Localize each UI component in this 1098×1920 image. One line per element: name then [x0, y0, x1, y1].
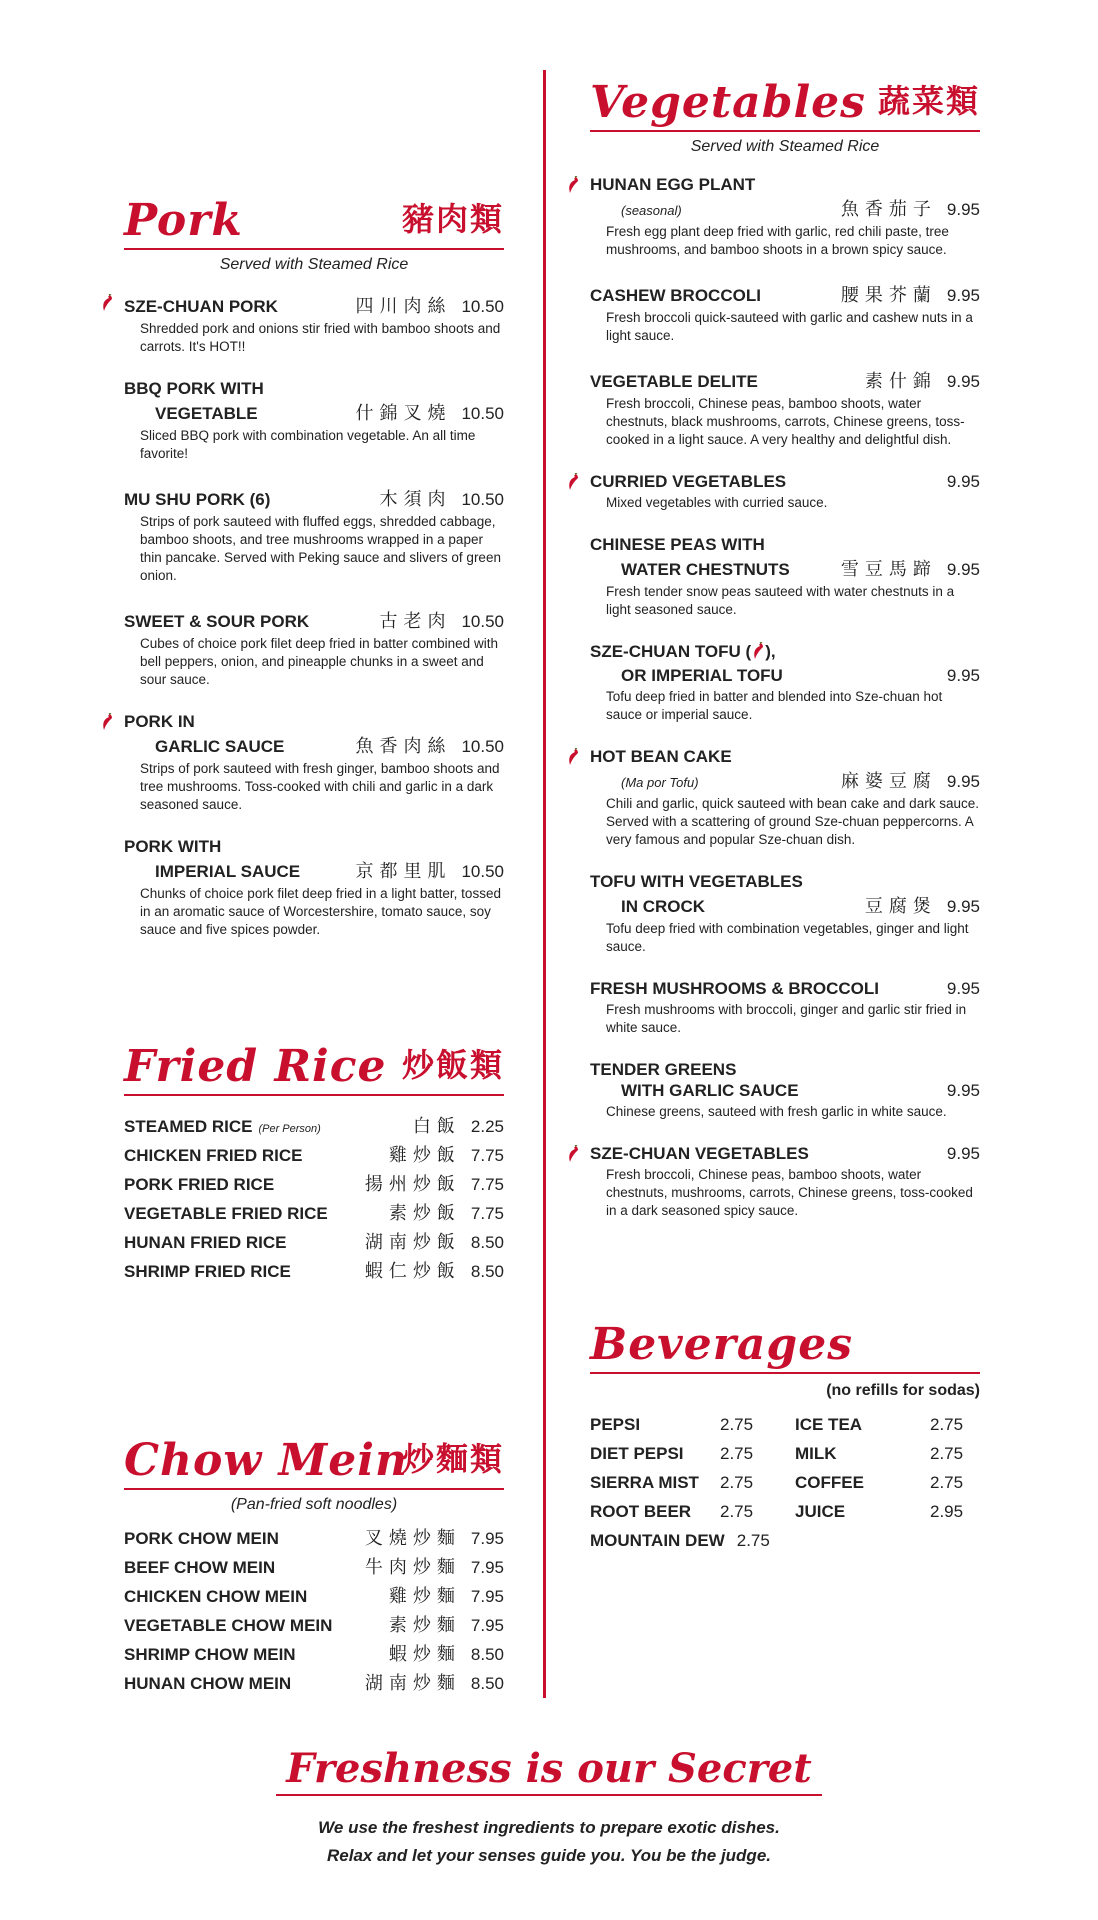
item-price: 8.50: [470, 1674, 504, 1693]
item-name-row: [590, 174, 980, 195]
item-description: Fresh broccoli, Chinese peas, bamboo shoots, water chestnuts, black mushrooms, carrots, Chinese greens, toss-cooked in a light sauce. A very healthy and delightful dish.: [606, 396, 965, 447]
item-name: SZE-CHUAN TOFU (: [590, 642, 752, 661]
fried-rice-item: [124, 1170, 504, 1199]
pork-item: [124, 711, 504, 814]
item-chinese-name: 雞炒飯: [388, 1145, 461, 1166]
item-name-row: [590, 746, 980, 767]
item-name-wrap: [590, 534, 765, 555]
item-name-row: [124, 836, 504, 857]
item-price: 10.50: [461, 404, 504, 423]
pork-item-list: [124, 292, 504, 939]
item-chinese-name: 湖南炒麵: [364, 1673, 461, 1694]
beverage-item: [590, 1443, 795, 1472]
item-name-line-2: IMPERIAL SAUCE: [155, 862, 301, 881]
vegetable-item: [590, 1143, 980, 1220]
item-name: PORK IN: [124, 712, 195, 731]
item-name-wrap: [590, 1143, 809, 1164]
item-name-row-2: [124, 857, 504, 883]
item-name: HUNAN EGG PLANT: [590, 175, 756, 194]
beverage-price: 2.75: [930, 1473, 964, 1492]
beverages-title-script: Beverages: [590, 1319, 853, 1370]
item-name: HUNAN FRIED RICE: [124, 1233, 287, 1252]
beverage-item: [795, 1472, 980, 1501]
item-price: 10.50: [461, 737, 504, 756]
item-price: 10.50: [461, 612, 504, 631]
item-price: 9.95: [946, 772, 980, 791]
fried-rice-title-cjk: 炒飯類: [401, 1046, 504, 1084]
item-name-wrap: [124, 1145, 303, 1166]
item-description: Shredded pork and onions stir fried with bamboo shoots and carrots. It's HOT!!: [140, 321, 501, 354]
item-name-row: [124, 378, 504, 399]
item-name-wrap: [590, 746, 732, 767]
item-note-row: [590, 767, 980, 793]
item-price: 7.75: [470, 1175, 504, 1194]
chow-mein-subtitle: (Pan-fried soft noodles): [230, 1496, 398, 1513]
beverage-name: SIERRA MIST: [590, 1473, 699, 1492]
beverage-name: ROOT BEER: [590, 1502, 692, 1521]
item-name: CHICKEN CHOW MEIN: [124, 1587, 308, 1606]
pork-subtitle: Served with Steamed Rice: [219, 256, 409, 273]
beverage-price: 2.75: [720, 1444, 754, 1463]
item-price-box: [841, 195, 980, 221]
beverage-item: [795, 1501, 980, 1530]
item-description: Strips of pork sauteed with fresh ginger, bamboo shoots and tree mushrooms. Toss-cooked with chili and garlic in a dark seasoned sauce.: [140, 761, 500, 812]
item-name-wrap: [124, 611, 309, 632]
item-price-box: [937, 1144, 980, 1164]
item-name-wrap: [124, 1203, 328, 1224]
item-description: Fresh broccoli, Chinese peas, bamboo shoots, water chestnuts, mushrooms, carrots, Chinese greens, toss-cooked in a dark seasoned spicy sauce.: [606, 1167, 973, 1218]
item-name-row: [590, 641, 980, 665]
item-price: 8.50: [470, 1233, 504, 1252]
beverage-price: 2.95: [930, 1502, 964, 1521]
item-name-row: [124, 485, 504, 511]
chow-mein-item: [124, 1669, 504, 1698]
vegetables-title-script: Vegetables: [590, 77, 866, 128]
item-price: 8.50: [470, 1645, 504, 1664]
item-name-row: [590, 871, 980, 892]
item-name-row: [124, 292, 504, 318]
chow-mein-item: [124, 1640, 504, 1669]
item-price-box: [841, 767, 980, 793]
item-chinese-name: 素炒麵: [388, 1615, 461, 1636]
item-name-row: [590, 471, 980, 492]
beverage-item: [590, 1472, 795, 1501]
fried-rice-item: [124, 1141, 504, 1170]
item-name: PORK WITH: [124, 837, 222, 856]
fried-rice-section: [124, 1032, 504, 1286]
item-name-row-2: [124, 399, 504, 425]
item-chinese-name: 雞炒麵: [388, 1586, 461, 1607]
beverage-name: JUICE: [795, 1502, 846, 1521]
item-name: VEGETABLE FRIED RICE: [124, 1204, 328, 1223]
item-price-box: [355, 857, 504, 883]
item-price-box: [365, 1170, 504, 1196]
fried-rice-title: [124, 1032, 504, 1096]
item-chinese-name: 蝦炒麵: [388, 1644, 461, 1665]
chili-pepper-icon: [751, 642, 765, 665]
beverage-name: MILK: [795, 1444, 837, 1463]
beverage-name: PEPSI: [590, 1415, 641, 1434]
item-price-box: [865, 892, 980, 918]
vegetables-title: [590, 68, 980, 132]
beverages-column-2: [795, 1414, 980, 1559]
item-name: HUNAN CHOW MEIN: [124, 1674, 292, 1693]
item-name-row-2: [124, 732, 504, 758]
item-name-wrap: [590, 174, 755, 195]
item-price: 9.95: [946, 472, 980, 491]
item-name: PORK FRIED RICE: [124, 1175, 275, 1194]
item-name: TENDER GREENS: [590, 1060, 737, 1079]
chow-mein-title-script: Chow Mein: [124, 1435, 408, 1486]
item-name-wrap: [124, 1644, 296, 1665]
fried-rice-item-list: [124, 1112, 504, 1286]
item-description: Chinese greens, sauteed with fresh garlic in white sauce.: [606, 1104, 947, 1119]
item-description: Mixed vegetables with curried sauce.: [606, 495, 828, 510]
item-name-wrap: [590, 978, 879, 999]
item-description: Sliced BBQ pork with combination vegetable. An all time favorite!: [140, 428, 476, 461]
item-name-wrap: [124, 378, 264, 399]
chow-mein-item: [124, 1611, 504, 1640]
beverage-price: 2.75: [736, 1531, 770, 1550]
item-description: Fresh mushrooms with broccoli, ginger and garlic stir fried in white sauce.: [606, 1002, 967, 1035]
item-name-wrap: [124, 836, 221, 857]
item-description: Chunks of choice pork filet deep fried in a light batter, tossed in an aromatic sauce of Worcestershire, tomato sauce, soy sauce and five spices powder.: [140, 886, 501, 937]
item-chinese-name: 京都里肌: [355, 861, 452, 882]
item-name: BEEF CHOW MEIN: [124, 1558, 276, 1577]
item-price: 9.95: [946, 560, 980, 579]
chow-mein-title: [124, 1426, 504, 1490]
item-price-box: [389, 1611, 504, 1637]
vegetable-item: [590, 174, 980, 259]
item-description: Cubes of choice pork filet deep fried in batter combined with bell peppers, onion, and pineapple chunks in a sweet and sour sauce.: [140, 636, 498, 687]
pork-item: [124, 292, 504, 356]
beverage-price: 2.75: [720, 1502, 754, 1521]
footer-line-1: We use the freshest ingredients to prepare exotic dishes.: [318, 1818, 780, 1837]
item-price-box: [379, 485, 504, 511]
vegetable-item: [590, 641, 980, 724]
column-divider: [543, 70, 546, 1698]
item-note: (seasonal): [621, 203, 682, 218]
item-price: 2.25: [470, 1117, 504, 1136]
beverage-name: COFFEE: [795, 1473, 864, 1492]
beverages-title: [590, 1310, 980, 1374]
vegetable-item: [590, 471, 980, 512]
item-price: 9.95: [946, 897, 980, 916]
item-name: SZE-CHUAN VEGETABLES: [590, 1144, 809, 1163]
item-chinese-name: 蝦仁炒飯: [364, 1261, 461, 1282]
item-name-wrap: [590, 371, 758, 392]
item-name-wrap: [590, 285, 761, 306]
item-name: BBQ PORK WITH: [124, 379, 264, 398]
item-price-box: [389, 1199, 504, 1225]
item-name: SWEET & SOUR PORK: [124, 612, 310, 631]
item-name-wrap: [124, 1586, 307, 1607]
beverages-section: [590, 1310, 980, 1559]
fried-rice-item: [124, 1112, 504, 1141]
item-price-box: [355, 292, 504, 318]
beverage-price: 2.75: [930, 1444, 964, 1463]
vegetables-subtitle: Served with Steamed Rice: [690, 138, 880, 155]
chili-pepper-icon: [100, 294, 114, 312]
item-price-box: [355, 399, 504, 425]
vegetables-title-cjk: 蔬菜類: [877, 82, 980, 120]
item-name: SZE-CHUAN PORK: [124, 297, 278, 316]
beverages-grid: [590, 1414, 980, 1559]
item-chinese-name: 素什錦: [864, 371, 937, 392]
item-description: Tofu deep fried with combination vegetables, ginger and light sauce.: [606, 921, 969, 954]
chow-mein-section: [124, 1426, 504, 1698]
item-price-box: [365, 1669, 504, 1695]
vegetables-item-list: [590, 174, 980, 1220]
beverage-price: 2.75: [720, 1473, 754, 1492]
item-price-box: [937, 1081, 980, 1101]
item-name: HOT BEAN CAKE: [590, 747, 732, 766]
beverage-name: MOUNTAIN DEW: [590, 1531, 725, 1550]
item-price-box: [365, 1553, 504, 1579]
item-name-row-2: [590, 555, 980, 581]
item-price-box: [389, 1141, 504, 1167]
item-name-wrap: [124, 1174, 274, 1195]
beverage-item: [590, 1501, 795, 1530]
item-chinese-name: 麻婆豆腐: [840, 771, 937, 792]
item-price-box: [937, 472, 980, 492]
item-chinese-name: 四川肉絲: [355, 296, 452, 317]
beverage-price: 2.75: [720, 1415, 754, 1434]
item-price: 7.95: [470, 1529, 504, 1548]
item-description: Strips of pork sauteed with fluffed eggs, shredded cabbage, bamboo shoots, and tree mushrooms wrapped in a paper thin pancake. Served with Peking sauce and slivers of green onion.: [140, 514, 501, 583]
item-description: Chili and garlic, quick sauteed with bean cake and dark sauce. Served with a scattering of ground Sze-chuan peppercorns. A very famous and popular Sze-chuan dish.: [606, 796, 979, 847]
item-description: Tofu deep fried in batter and blended into Sze-chuan hot sauce or imperial sauce.: [606, 689, 943, 722]
item-name: MU SHU PORK (6): [124, 490, 271, 509]
item-price: 9.95: [946, 1081, 980, 1100]
item-price: 8.50: [470, 1262, 504, 1281]
chow-mein-item: [124, 1524, 504, 1553]
item-name: SHRIMP FRIED RICE: [124, 1262, 291, 1281]
item-price-box: [413, 1112, 504, 1138]
item-name-row-2: [590, 892, 980, 918]
item-price: 7.75: [470, 1146, 504, 1165]
item-note: (Ma por Tofu): [621, 775, 699, 790]
item-name: FRESH MUSHROOMS & BROCCOLI: [590, 979, 879, 998]
footer: [0, 1745, 1098, 1866]
vegetable-item: [590, 746, 980, 849]
item-name-line-2: WITH GARLIC SAUCE: [621, 1081, 799, 1100]
pork-title: [124, 186, 504, 250]
item-price: 9.95: [946, 1144, 980, 1163]
beverage-item: [795, 1443, 980, 1472]
item-price-box: [365, 1524, 504, 1550]
chili-pepper-icon: [100, 713, 114, 731]
item-name-wrap: [590, 471, 786, 492]
beverages-note: (no refills for sodas): [826, 1382, 980, 1399]
vegetable-item: [590, 871, 980, 956]
item-chinese-name: 魚香肉絲: [355, 736, 452, 757]
item-name-row-2: [590, 1080, 980, 1101]
vegetable-item: [590, 534, 980, 619]
item-price: 9.95: [946, 979, 980, 998]
pork-title-script: Pork: [124, 195, 243, 246]
item-chinese-name: 牛肉炒麵: [364, 1557, 461, 1578]
beverage-item: [590, 1530, 795, 1559]
item-name: PORK CHOW MEIN: [124, 1529, 279, 1548]
item-name-wrap: [124, 1232, 286, 1253]
chow-mein-item-list: [124, 1524, 504, 1698]
item-name-wrap: [124, 1557, 275, 1578]
fried-rice-item: [124, 1228, 504, 1257]
item-name-wrap: [590, 641, 776, 665]
beverage-price: 2.75: [930, 1415, 964, 1434]
item-description: Fresh tender snow peas sauteed with water chestnuts in a light seasoned sauce.: [606, 584, 955, 617]
item-price: 9.95: [946, 286, 980, 305]
beverage-name: DIET PEPSI: [590, 1444, 684, 1463]
item-name-line-2: GARLIC SAUCE: [155, 737, 285, 756]
beverage-item: [795, 1414, 980, 1443]
item-price: 10.50: [461, 297, 504, 316]
item-name: CASHEW BROCCOLI: [590, 286, 761, 305]
item-chinese-name: 木須肉: [379, 489, 452, 510]
item-name-wrap: [590, 1059, 736, 1080]
vegetable-item: [590, 1059, 980, 1121]
pork-item: [124, 485, 504, 585]
item-name: TOFU WITH VEGETABLES: [590, 872, 803, 891]
item-price: 10.50: [461, 490, 504, 509]
beverage-item: [590, 1414, 795, 1443]
item-price: 7.95: [470, 1558, 504, 1577]
item-name-wrap: [124, 1673, 291, 1694]
item-note-row: [590, 195, 980, 221]
chow-mein-item: [124, 1582, 504, 1611]
item-chinese-name: 魚香茄子: [840, 199, 937, 220]
pork-section: [124, 186, 504, 939]
item-price: 9.95: [946, 200, 980, 219]
item-chinese-name: 白飯: [412, 1116, 461, 1137]
item-name-row: [590, 534, 980, 555]
item-name: STEAMED RICE: [124, 1117, 253, 1136]
item-name-wrap: [124, 296, 278, 317]
fried-rice-item: [124, 1257, 504, 1286]
item-price-box: [389, 1640, 504, 1666]
item-chinese-name: 素炒飯: [388, 1203, 461, 1224]
pork-title-cjk: 豬肉類: [401, 200, 504, 238]
item-name: CHICKEN FRIED RICE: [124, 1146, 303, 1165]
item-name-row: [124, 607, 504, 633]
vegetables-section: [590, 68, 980, 1220]
item-name-wrap: [590, 871, 803, 892]
item-name-row: [590, 1059, 980, 1080]
item-name-wrap: [124, 489, 270, 510]
pork-item: [124, 836, 504, 939]
fried-rice-title-script: Fried Rice: [124, 1041, 387, 1092]
item-price: 10.50: [461, 862, 504, 881]
item-price-box: [841, 281, 980, 307]
item-name-wrap: [124, 1528, 279, 1549]
item-price: 9.95: [946, 666, 980, 685]
pork-item: [124, 378, 504, 463]
chow-mein-item: [124, 1553, 504, 1582]
item-price-box: [841, 555, 980, 581]
item-name: CURRIED VEGETABLES: [590, 472, 787, 491]
item-price-box: [365, 1228, 504, 1254]
vegetable-item: [590, 978, 980, 1037]
item-name-line-2: OR IMPERIAL TOFU: [621, 666, 783, 685]
footer-title: Freshness is our Secret: [276, 1745, 821, 1796]
item-description: Fresh broccoli quick-sauteed with garlic and cashew nuts in a light sauce.: [606, 310, 973, 343]
vegetable-item: [590, 367, 980, 449]
item-price: 7.75: [470, 1204, 504, 1223]
item-price: 7.95: [470, 1616, 504, 1635]
vegetable-item: [590, 281, 980, 345]
beverages-column-1: [590, 1414, 795, 1559]
item-name-wrap: [124, 1261, 291, 1282]
item-name: VEGETABLE DELITE: [590, 372, 758, 391]
item-name-wrap: [124, 1116, 321, 1137]
item-name-line-2: IN CROCK: [621, 897, 706, 916]
item-price-box: [355, 732, 504, 758]
item-chinese-name: 湖南炒飯: [364, 1232, 461, 1253]
item-name-wrap: [124, 711, 195, 732]
item-name-line-2: VEGETABLE: [155, 404, 258, 423]
item-chinese-name: 古老肉: [379, 611, 452, 632]
chili-pepper-icon: [566, 473, 580, 491]
item-name-wrap: [124, 1615, 332, 1636]
item-price-box: [389, 1582, 504, 1608]
item-price-box: [365, 1257, 504, 1283]
item-name-row: [124, 711, 504, 732]
item-name: SHRIMP CHOW MEIN: [124, 1645, 296, 1664]
beverage-name: ICE TEA: [795, 1415, 863, 1434]
item-name-suffix: ),: [765, 642, 776, 661]
item-note: (Per Person): [258, 1123, 321, 1135]
pork-item: [124, 607, 504, 689]
fried-rice-item: [124, 1199, 504, 1228]
item-price-box: [379, 607, 504, 633]
chili-pepper-icon: [566, 1145, 580, 1163]
item-name-row: [590, 978, 980, 999]
item-name-row: [590, 367, 980, 393]
item-name: CHINESE PEAS WITH: [590, 535, 765, 554]
footer-line-2: Relax and let your senses guide you. You be the judge.: [327, 1846, 771, 1865]
item-chinese-name: 揚州炒飯: [364, 1174, 461, 1195]
item-chinese-name: 叉燒炒麵: [364, 1528, 461, 1549]
item-price: 9.95: [946, 372, 980, 391]
item-name-row-2: [590, 665, 980, 686]
item-price-box: [865, 367, 980, 393]
item-name: VEGETABLE CHOW MEIN: [124, 1616, 333, 1635]
item-chinese-name: 腰果芥蘭: [840, 285, 937, 306]
item-name-row: [590, 1143, 980, 1164]
item-chinese-name: 雪豆馬蹄: [840, 559, 937, 580]
item-name-line-2: WATER CHESTNUTS: [621, 560, 790, 579]
item-description: Fresh egg plant deep fried with garlic, red chili paste, tree mushrooms, and bamboo shoots in a brown spicy sauce.: [606, 224, 949, 257]
item-price-box: [937, 666, 980, 686]
chili-pepper-icon: [566, 176, 580, 194]
item-price-box: [937, 979, 980, 999]
chili-pepper-icon: [566, 748, 580, 766]
item-chinese-name: 什錦叉燒: [355, 403, 452, 424]
item-name-row: [590, 281, 980, 307]
item-chinese-name: 豆腐煲: [864, 896, 937, 917]
item-price: 7.95: [470, 1587, 504, 1606]
chow-mein-title-cjk: 炒麵類: [401, 1440, 504, 1478]
